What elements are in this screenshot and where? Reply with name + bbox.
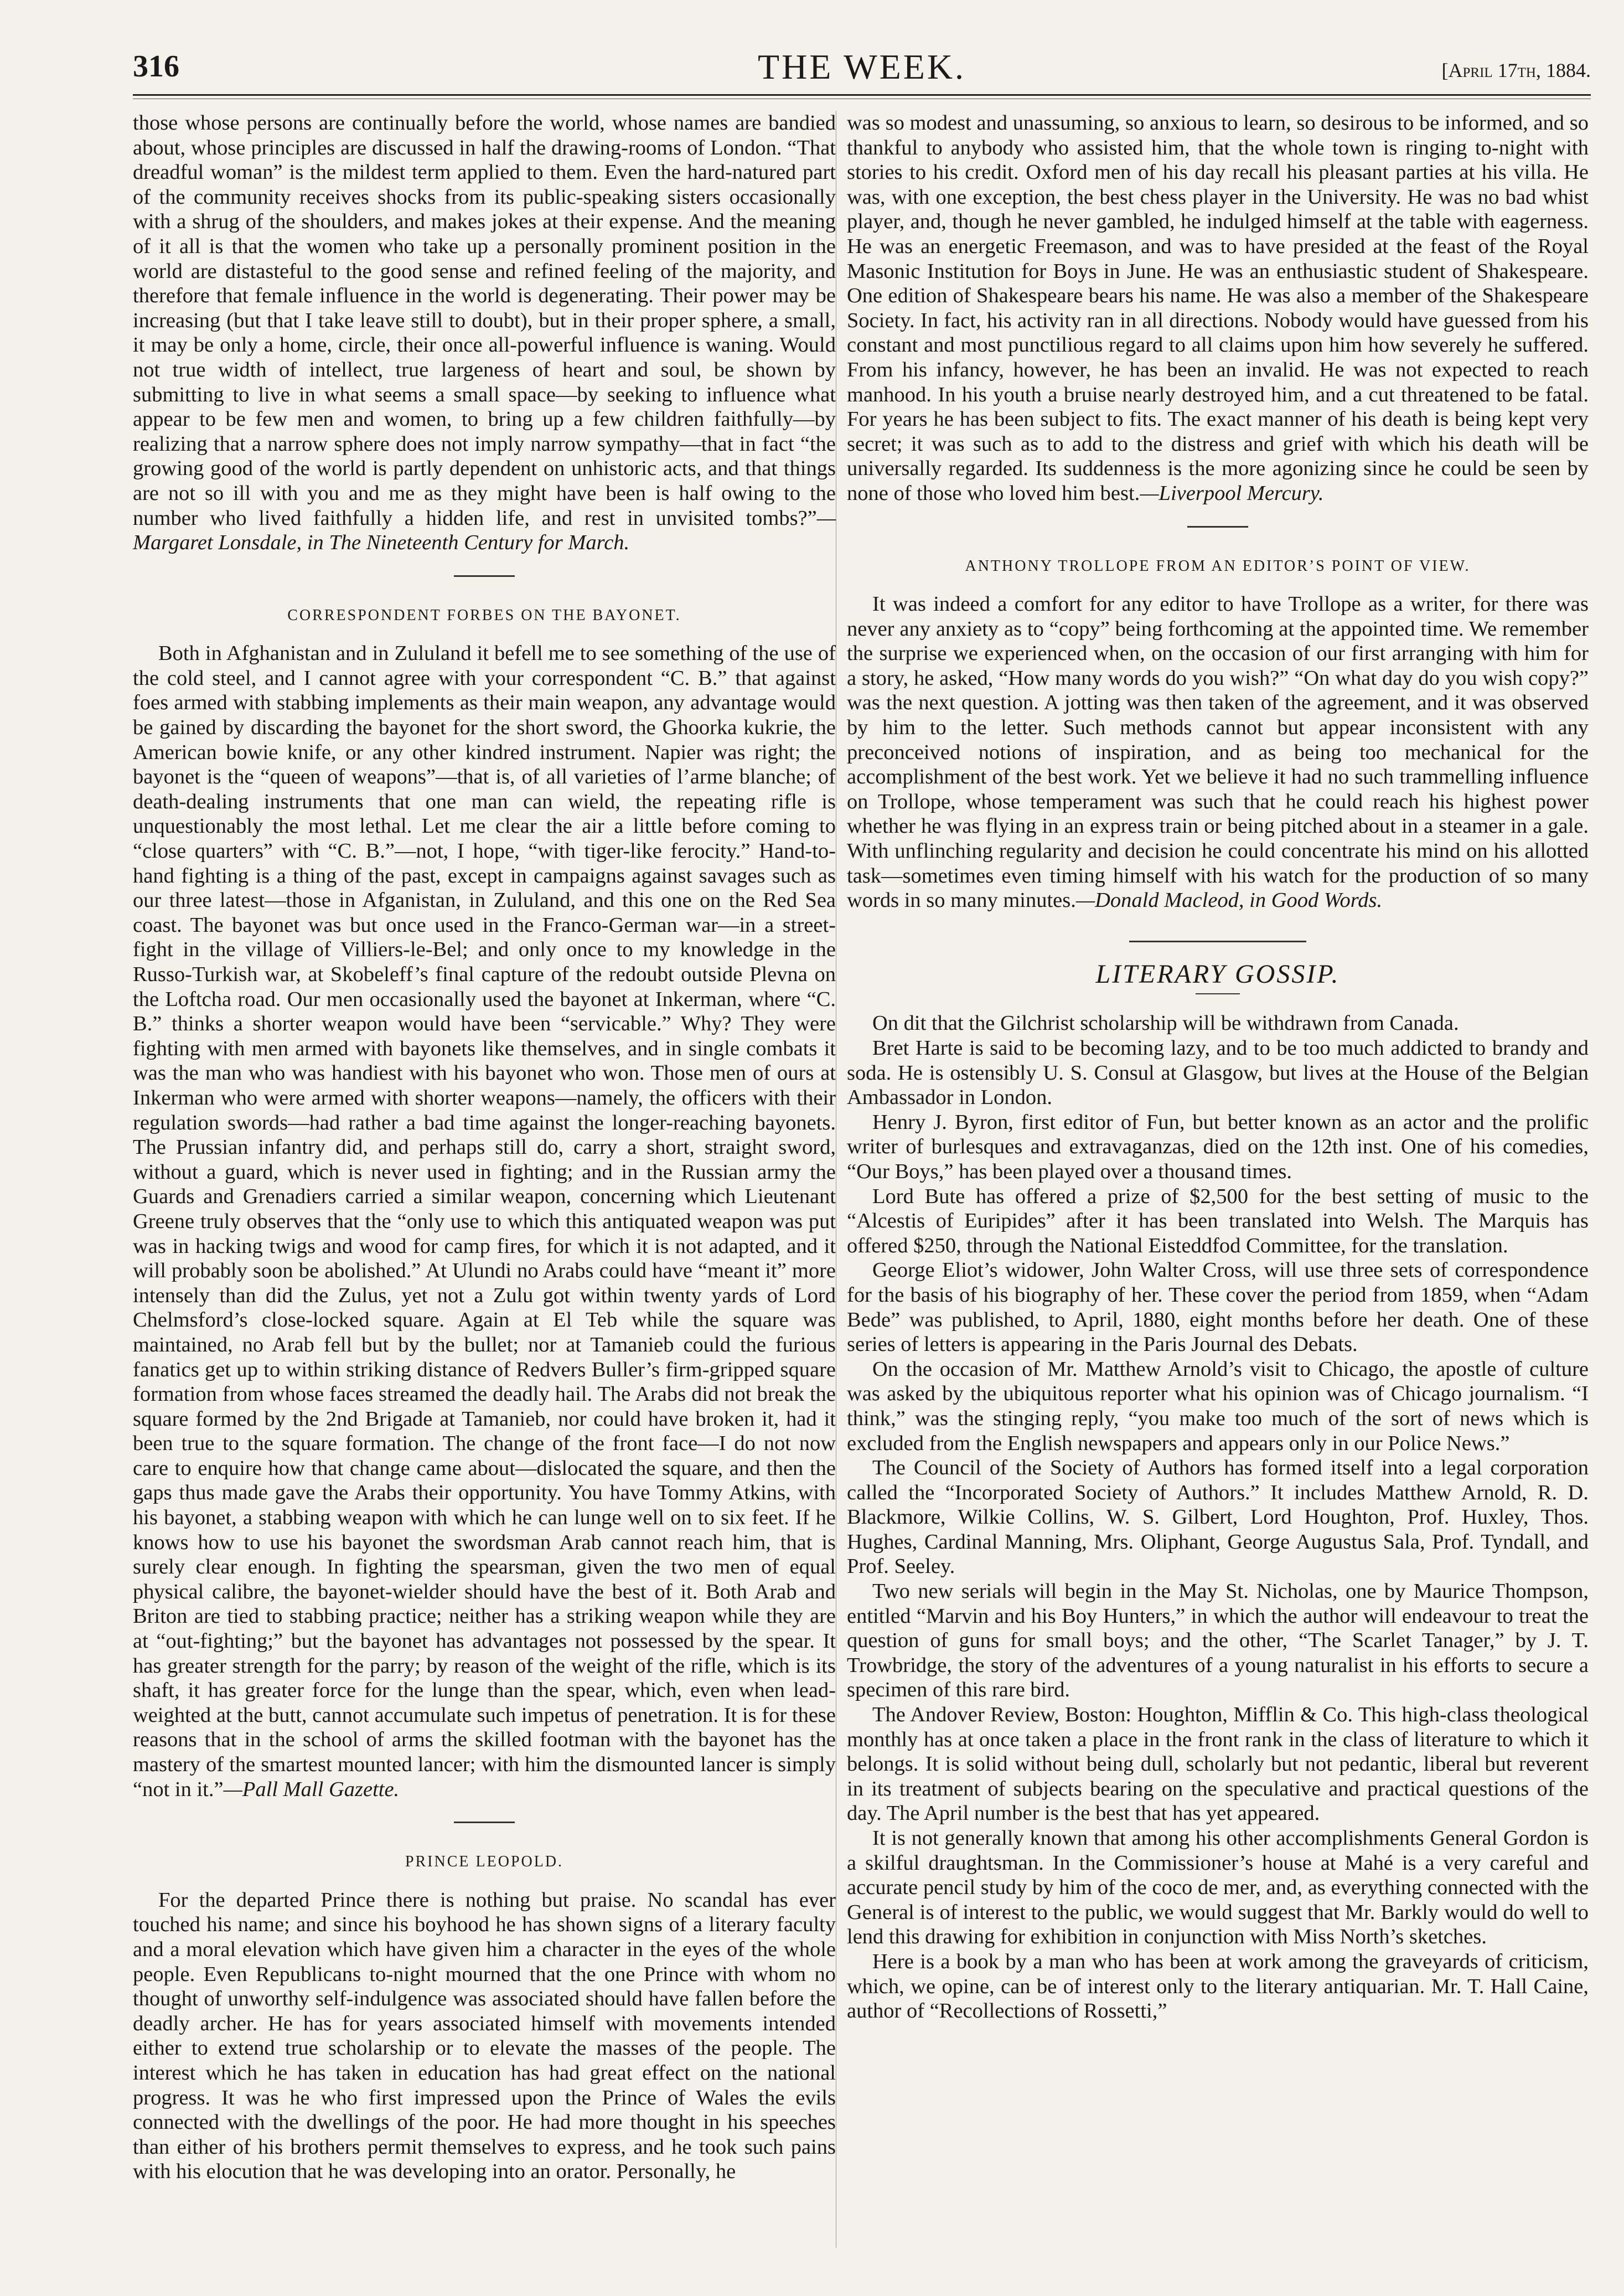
page-number: 316	[133, 49, 179, 84]
gossip-item: The Andover Review, Boston: Houghton, Mifflin & Co. This high-class theological monthly has at once taken a place in the front rank in the class of literature to which it belongs. It is solid without being dull, scholarly but not pedantic, liberal but reverent in its treatment of subjects bearing on the speculative and practical questions of the day. The April number is the best that has yet appeared.	[847, 1703, 1589, 1825]
article-credit: —Donald Macleod, in Good Words.	[1075, 889, 1383, 912]
header-rule	[133, 94, 1591, 96]
gossip-item: Bret Harte is said to be becoming lazy, and to be too much addicted to brandy and soda. He is ostensibly U. S. Consul at Glasgow, but lives at the House of the Belgian Ambassador in London.	[847, 1036, 1589, 1110]
gossip-item: George Eliot’s widower, John Walter Cross, will use three sets of correspondence for the basis of his biography of her. These cover the period from 1859, when “Adam Bede” was published, to April, 1880, eight months before her death. One of these series of letters is appearing in the Paris Journal des Debats.	[847, 1258, 1589, 1356]
gossip-item: Here is a book by a man who has been at work among the graveyards of criticism, which, we opine, can be of interest only to the literary antiquarian. Mr. T. Hall Caine, author of “Recollections of Rossetti,”	[847, 1949, 1589, 2023]
title-rule	[1196, 993, 1240, 994]
section-separator	[454, 1822, 515, 1823]
gossip-item: On dit that the Gilchrist scholarship will be withdrawn from Canada.	[872, 1012, 1459, 1035]
section-title: LITERARY GOSSIP.	[1095, 959, 1340, 989]
gossip-item: It is not generally known that among his other accomplishments General Gordon is a skilful draughtsman. In the Commissioner’s house at Mahé is a very careful and accurate pencil study by him of the coco de mer, and, as everything connected with the General is of interest to the public, we would suggest that Mr. Barkly would do well to lend this drawing for exhibition in conjunction with Miss North’s sketches.	[847, 1827, 1589, 1949]
article-credit: —Pall Mall Gazette.	[223, 1777, 400, 1801]
article-credit: —Margaret Lonsdale, in The Nineteenth Century for March.	[133, 506, 836, 555]
section-heading: CORRESPONDENT FORBES ON THE BAYONET.	[287, 606, 681, 624]
section-separator	[1187, 526, 1248, 528]
left-column	[133, 111, 836, 2184]
right-column	[847, 111, 1589, 2024]
gossip-item: Lord Bute has offered a prize of $2,500 for the best setting of music to the “Alcestis of Euripides” after it has been translated into Welsh. The Marquis has offered $250, through the National Eisteddfod Committee, for the translation.	[847, 1184, 1589, 1257]
article-paragraph: those whose persons are continually before the world, whose names are bandied about, whose principles are discussed in half the drawing-rooms of London. “That dreadful woman” is the mildest term applied to them. Even the hard-natured part of the community receives shocks from its public-speaking sisters occasionally with a shrug of the shoulders, and makes jokes at their expense. And the meaning of it all is that the women who take up a personally prominent position in the world are distasteful to the good sense and refined feeling of the majority, and therefore that female influence in the world is degenerating. Their power may be increasing (but that I take leave still to doubt), but in their proper sphere, a small, it may be only a home, circle, their once all-powerful influence is waning. Would not true width of intellect, true largeness of heart and soul, be shown by submitting to live in what seems a small space—by seeking to influence what appear to be few men and women, to bring up a few children faithfully—by realizing that a narrow sphere does not imply narrow sympathy—that in fact “the growing good of the world is partly dependent on unhistoric acts, and that things are not so ill with you and me as they might have been is half owing to the number who lived faithfully a hidden life, and rest in unvisited tombs?”—Margaret Lonsdale, in The Nineteenth Century for March.	[133, 111, 836, 555]
article-credit: —Liverpool Mercury.	[1140, 481, 1324, 505]
article-paragraph: Both in Afghanistan and in Zululand it befell me to see something of the use of the cold steel, and I cannot agree with your correspondent “C. B.” that against foes armed with stabbing implements as their main weapon, any advantage would be gained by discarding the bayonet for the short sword, the Ghoorka kukrie, the American bowie knife, or any other kindred instrument. Napier was right; the bayonet is the “queen of weapons”—that is, of all varieties of l’arme blanche; of death-dealing instruments that one man can wield, the repeating rifle is unquestionably the most lethal. Let me clear the air a little before coming to “close quarters” with “C. B.”—not, I hope, “with tiger-like ferocity.” Hand-to-hand fighting is a thing of the past, except in campaigns against savages such as our three latest—those in Afganistan, in Zululand, and this one on the Red Sea coast. The bayonet was but once used in the Franco-German war—in a street-fight in the village of Villiers-le-Bel; and only once to my knowledge in the Russo-Turkish war, at Skobeleff’s final capture of the redoubt outside Plevna on the Loftcha road. Our men occasionally used the bayonet at Inkerman, where “C. B.” thinks a shorter weapon would have been “servicable.” Why? They were fighting with men armed with bayonets like themselves, and in single combats it was the man who was handiest with his bayonet who won. Those men of ours at Inkerman who were armed with shorter weapons—namely, the officers with their regulation swords—had rather a bad time against the longer-reaching bayonets. The Prussian infantry did, and perhaps still do, carry a short, straight sword, without a guard, which is never used in fighting; and in the Russian army the Guards and Grenadiers carried a similar weapon, concerning which Lieutenant Greene truly observes that the “only use to which this antiquated weapon was put was in hacking twigs and wood for camp fires, for which it is not adapted, and it will probably soon be abolished.” At Ulundi no Arabs could have “meant it” more intensely than did the Zulus, yet not a Zulu got within twenty yards of Lord Chelmsford’s close-locked square. Again at El Teb while the square was maintained, no Arab fell but by the bullet; nor at Tamanieb could the furious fanatics get up to within striking distance of Redvers Buller’s firm-gripped square formation from whose faces streamed the deadly hail. The Arabs did not break the square formed by the 2nd Brigade at Tamanieb, nor could have broken it, had it been true to the square formation. The change of the front face—I do not now care to enquire how that change came about—dislocated the square, and then the gaps thus made gave the Arabs their opportunity. You have Tommy Atkins, with his bayonet, a stabbing weapon with which he can lunge well on to six feet. If he knows how to use his bayonet the swordsman Arab cannot reach him, that is surely clear enough. In fighting the spearsman, given the two men of equal physical calibre, the bayonet-wielder should have the best of it. Both Arab and Briton are tied to stabbing practice; neither has a striking weapon while they are at “out-fighting;” but the bayonet has advantages not possessed by the spear. It has greater strength for the parry; by reason of the weight of the rifle, which is its shaft, it has greater force for the lunge than the spear, which, even when lead-weighted at the butt, cannot accumulate such impetus of penetration. It is for these reasons that in the school of arms the skilled footman with the bayonet has the mastery of the smartest mounted lancer; with him the dismounted lancer is simply “not in it.”—Pall Mall Gazette.	[133, 642, 836, 1801]
section-separator	[1129, 941, 1306, 942]
publication-title: THE WEEK.	[757, 47, 966, 86]
gossip-item: The Council of the Society of Authors has formed itself into a legal corporation called the “Incorporated Society of Authors.” It includes Matthew Arnold, R. D. Blackmore, Wilkie Collins, W. S. Gilbert, Lord Houghton, Prof. Huxley, Thos. Hughes, Cardinal Manning, Mrs. Oliphant, George Augustus Sala, Prof. Tyndall, and Prof. Seeley.	[847, 1456, 1589, 1578]
section-separator	[454, 575, 515, 577]
article-paragraph: was so modest and unassuming, so anxious to learn, so desirous to be informed, and so thankful to anybody who assisted him, that the whole town is ringing to-night with stories to his credit. Oxford men of his day recall his pleasant parties at his villa. He was, with one exception, the best chess player in the University. He was no bad whist player, and, though he never gambled, he indulged himself at the table with eagerness. He was an energetic Freemason, and was to have presided at the feast of the Royal Masonic Institution for Boys in June. He was an enthusiastic student of Shakespeare. One edition of Shakespeare bears his name. He was also a member of the Shakespeare Society. In fact, his activity ran in all directions. Nobody would have guessed from his constant and most punctilious regard to all claims upon him how severely he suffered. From his infancy, however, he has been an invalid. He was not expected to reach manhood. In his youth a bruise nearly destroyed him, and a cut threatened to be fatal. For years he has been subject to fits. The exact manner of his death is being kept very secret; it was such as to add to the distress and grief with which his death will be universally regarded. Its suddenness is the more agonizing since he could be seen by none of those who loved him best.—Liverpool Mercury.	[847, 111, 1589, 505]
section-heading: PRINCE LEOPOLD.	[405, 1853, 564, 1871]
article-paragraph: For the departed Prince there is nothing but praise. No scandal has ever touched his name; and since his boyhood he has shown signs of a literary faculty and a moral elevation which have given him a character in the eyes of the whole people. Even Republicans to-night mourned that the one Prince with whom no thought of unworthy self-indulgence was associated should have fallen before the deadly archer. He has for years associated himself with movements intended either to extend true scholarship or to elevate the masses of the people. The interest which he has taken in education has had great effect on the national progress. It was he who first impressed upon the Prince of Wales the evils connected with the dwellings of the poor. He had more thought in his speeches than either of his brothers permit themselves to express, and he took such pains with his elocution that he was developing into an orator. Personally, he	[133, 1888, 836, 2184]
gossip-item: Henry J. Byron, first editor of Fun, but better known as an actor and the prolific writer of burlesques and extravaganzas, died on the 12th inst. One of his comedies, “Our Boys,” has been played over a thousand times.	[847, 1110, 1589, 1183]
masthead	[133, 44, 1591, 105]
issue-date: [April 17th, 1884.	[1441, 59, 1591, 81]
gossip-item: Two new serials will begin in the May St. Nicholas, one by Maurice Thompson, entitled “Marvin and his Boy Hunters,” in which the author will endeavour to treat the question of guns for small boys; and the other, “The Scarlet Tanager,” by J. T. Trowbridge, the story of the adventures of a young naturalist in his efforts to secure a specimen of this rare bird.	[847, 1580, 1589, 1702]
gossip-item: On the occasion of Mr. Matthew Arnold’s visit to Chicago, the apostle of culture was asked by the ubiquitous reporter what his opinion was of Chicago journalism. “I think,” was the stinging reply, “you make too much of the sort of news which is excluded from the English newspapers and appears only in our Police News.”	[847, 1357, 1589, 1455]
section-heading: ANTHONY TROLLOPE FROM AN EDITOR’S POINT OF VIEW.	[965, 557, 1471, 575]
article-paragraph: It was indeed a comfort for any editor to have Trollope as a writer, for there was never any anxiety as to “copy” being forthcoming at the appointed time. We remember the surprise we experienced when, on the occasion of our first arranging with him for a story, he asked, “How many words do you wish?” “On what day do you wish copy?” was the next question. A jotting was then taken of the agreement, and it was observed by him to the letter. Such methods cannot but appear inconsistent with any preconceived notions of inspiration, and as being too mechanical for the accomplishment of the best work. Yet we believe it had no such trammelling influence on Trollope, whose temperament was such that he could reach his highest power whether he was flying in an express train or being pitched about in a steamer in a gale. With unflinching regularity and decision he could concentrate his mind on his allotted task—sometimes even timing himself with his watch for the production of so many words in so many minutes.—Donald Macleod, in Good Words.	[847, 592, 1589, 912]
